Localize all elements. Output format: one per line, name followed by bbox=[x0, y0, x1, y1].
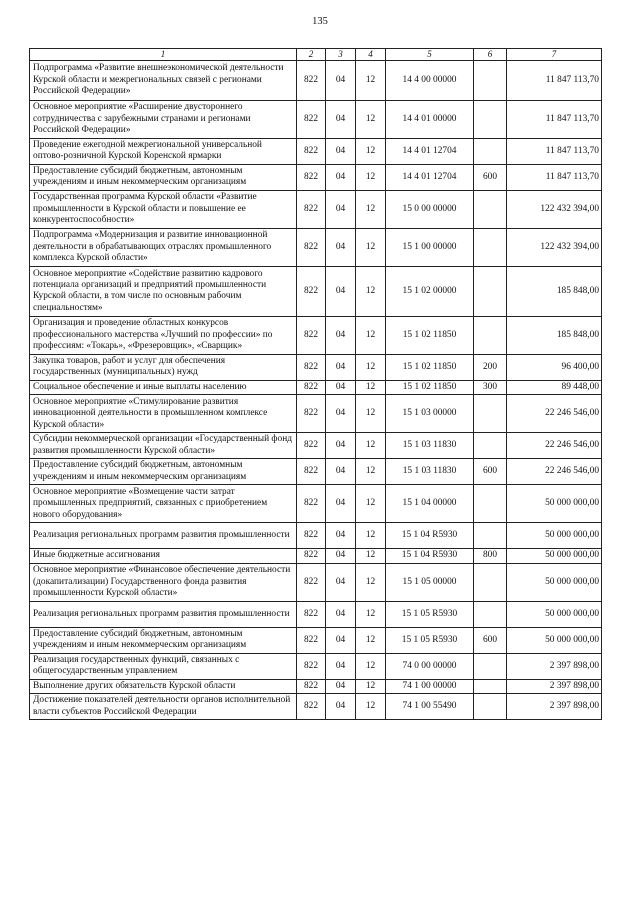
row-cell-c7: 11 847 113,70 bbox=[507, 100, 602, 138]
row-cell-c2: 822 bbox=[297, 679, 326, 693]
row-name-cell: Предоставление субсидий бюджетным, автономным учреждениям и иным некоммерческим организациям bbox=[30, 164, 297, 190]
row-cell-c5: 14 4 00 00000 bbox=[386, 60, 474, 100]
row-cell-c5: 15 1 02 11850 bbox=[386, 354, 474, 380]
row-cell-c7: 2 397 898,00 bbox=[507, 653, 602, 679]
row-cell-c4: 12 bbox=[356, 316, 386, 354]
row-cell-c6 bbox=[474, 433, 507, 459]
row-cell-c2: 822 bbox=[297, 354, 326, 380]
row-cell-c6: 600 bbox=[474, 164, 507, 190]
row-cell-c6 bbox=[474, 138, 507, 164]
row-cell-c5: 15 1 05 R5930 bbox=[386, 627, 474, 653]
row-name-cell: Реализация региональных программ развития промышленности bbox=[30, 601, 297, 627]
row-cell-c7: 96 400,00 bbox=[507, 354, 602, 380]
row-cell-c7: 2 397 898,00 bbox=[507, 679, 602, 693]
table-row bbox=[30, 100, 602, 138]
row-cell-c3: 04 bbox=[326, 549, 356, 563]
row-cell-c2: 822 bbox=[297, 523, 326, 549]
row-cell-c7: 11 847 113,70 bbox=[507, 138, 602, 164]
row-cell-c7: 11 847 113,70 bbox=[507, 164, 602, 190]
column-header-1: 1 bbox=[30, 49, 297, 61]
row-name-cell: Выполнение других обязательств Курской области bbox=[30, 679, 297, 693]
row-cell-c6 bbox=[474, 266, 507, 316]
row-name-cell: Закупка товаров, работ и услуг для обеспечения государственных (муниципальных) нужд bbox=[30, 354, 297, 380]
row-cell-c5: 74 1 00 00000 bbox=[386, 679, 474, 693]
row-cell-c7: 50 000 000,00 bbox=[507, 627, 602, 653]
row-cell-c2: 822 bbox=[297, 316, 326, 354]
row-cell-c3: 04 bbox=[326, 228, 356, 266]
row-cell-c7: 50 000 000,00 bbox=[507, 601, 602, 627]
row-cell-c4: 12 bbox=[356, 627, 386, 653]
row-name-cell: Реализация государственных функций, связанных с общегосударственным управлением bbox=[30, 653, 297, 679]
row-cell-c5: 15 1 04 R5930 bbox=[386, 523, 474, 549]
row-cell-c5: 15 1 02 00000 bbox=[386, 266, 474, 316]
row-cell-c4: 12 bbox=[356, 138, 386, 164]
row-name-cell: Иные бюджетные ассигнования bbox=[30, 549, 297, 563]
row-cell-c4: 12 bbox=[356, 523, 386, 549]
column-header-4: 4 bbox=[356, 49, 386, 61]
header-row bbox=[30, 49, 602, 61]
row-cell-c4: 12 bbox=[356, 459, 386, 485]
row-cell-c4: 12 bbox=[356, 549, 386, 563]
row-cell-c3: 04 bbox=[326, 60, 356, 100]
row-cell-c3: 04 bbox=[326, 627, 356, 653]
row-cell-c2: 822 bbox=[297, 164, 326, 190]
row-cell-c5: 15 1 03 00000 bbox=[386, 395, 474, 433]
row-cell-c6: 600 bbox=[474, 459, 507, 485]
table-row bbox=[30, 380, 602, 394]
row-name-cell: Достижение показателей деятельности органов исполнительной власти субъектов Российской Федерации bbox=[30, 694, 297, 720]
table-row bbox=[30, 563, 602, 601]
row-cell-c4: 12 bbox=[356, 164, 386, 190]
row-cell-c2: 822 bbox=[297, 459, 326, 485]
table-row bbox=[30, 354, 602, 380]
row-cell-c5: 15 1 03 11830 bbox=[386, 459, 474, 485]
row-cell-c3: 04 bbox=[326, 380, 356, 394]
table-row bbox=[30, 433, 602, 459]
row-cell-c4: 12 bbox=[356, 60, 386, 100]
row-cell-c2: 822 bbox=[297, 653, 326, 679]
table-row bbox=[30, 60, 602, 100]
row-cell-c7: 122 432 394,00 bbox=[507, 228, 602, 266]
budget-table bbox=[29, 48, 602, 720]
row-cell-c7: 50 000 000,00 bbox=[507, 563, 602, 601]
row-cell-c5: 14 4 01 12704 bbox=[386, 138, 474, 164]
table-row bbox=[30, 523, 602, 549]
row-cell-c7: 11 847 113,70 bbox=[507, 60, 602, 100]
row-cell-c4: 12 bbox=[356, 266, 386, 316]
table-row bbox=[30, 694, 602, 720]
row-cell-c3: 04 bbox=[326, 563, 356, 601]
row-cell-c3: 04 bbox=[326, 138, 356, 164]
row-name-cell: Предоставление субсидий бюджетным, автономным учреждениям и иным некоммерческим организациям bbox=[30, 459, 297, 485]
row-cell-c4: 12 bbox=[356, 485, 386, 523]
table-row bbox=[30, 549, 602, 563]
column-header-7: 7 bbox=[507, 49, 602, 61]
row-cell-c5: 15 1 02 11850 bbox=[386, 380, 474, 394]
row-cell-c6: 600 bbox=[474, 627, 507, 653]
row-cell-c7: 50 000 000,00 bbox=[507, 485, 602, 523]
row-cell-c2: 822 bbox=[297, 485, 326, 523]
column-header-5: 5 bbox=[386, 49, 474, 61]
row-cell-c2: 822 bbox=[297, 694, 326, 720]
row-cell-c3: 04 bbox=[326, 164, 356, 190]
row-cell-c6 bbox=[474, 100, 507, 138]
table-row bbox=[30, 316, 602, 354]
column-header-6: 6 bbox=[474, 49, 507, 61]
row-cell-c3: 04 bbox=[326, 433, 356, 459]
row-cell-c5: 74 1 00 55490 bbox=[386, 694, 474, 720]
row-cell-c3: 04 bbox=[326, 395, 356, 433]
row-cell-c2: 822 bbox=[297, 433, 326, 459]
row-cell-c4: 12 bbox=[356, 694, 386, 720]
row-cell-c7: 89 448,00 bbox=[507, 380, 602, 394]
row-name-cell: Основное мероприятие «Стимулирование развития инновационной деятельности в промышленном комплексе Курской области» bbox=[30, 395, 297, 433]
row-cell-c2: 822 bbox=[297, 601, 326, 627]
row-cell-c3: 04 bbox=[326, 601, 356, 627]
table-body bbox=[30, 60, 602, 719]
row-cell-c5: 15 1 04 00000 bbox=[386, 485, 474, 523]
row-cell-c4: 12 bbox=[356, 354, 386, 380]
row-cell-c5: 15 0 00 00000 bbox=[386, 190, 474, 228]
column-header-2: 2 bbox=[297, 49, 326, 61]
row-cell-c6: 300 bbox=[474, 380, 507, 394]
table-row bbox=[30, 266, 602, 316]
row-cell-c5: 15 1 05 00000 bbox=[386, 563, 474, 601]
row-cell-c2: 822 bbox=[297, 395, 326, 433]
row-cell-c7: 2 397 898,00 bbox=[507, 694, 602, 720]
row-cell-c4: 12 bbox=[356, 433, 386, 459]
row-name-cell: Организация и проведение областных конкурсов профессионального мастерства «Лучший по профессии» по профессиям: «Токарь», «Фрезеровщик», «Сварщик» bbox=[30, 316, 297, 354]
table-row bbox=[30, 164, 602, 190]
row-name-cell: Проведение ежегодной межрегиональной универсальной оптово-розничной Курской Коренской ярмарки bbox=[30, 138, 297, 164]
row-cell-c2: 822 bbox=[297, 380, 326, 394]
table-row bbox=[30, 395, 602, 433]
row-cell-c4: 12 bbox=[356, 601, 386, 627]
row-cell-c4: 12 bbox=[356, 380, 386, 394]
row-name-cell: Субсидии некоммерческой организации «Государственный фонд развития промышленности Курской области» bbox=[30, 433, 297, 459]
row-cell-c3: 04 bbox=[326, 354, 356, 380]
row-cell-c4: 12 bbox=[356, 679, 386, 693]
row-cell-c4: 12 bbox=[356, 395, 386, 433]
row-cell-c5: 74 0 00 00000 bbox=[386, 653, 474, 679]
table-row bbox=[30, 485, 602, 523]
table-row bbox=[30, 601, 602, 627]
row-cell-c7: 22 246 546,00 bbox=[507, 459, 602, 485]
row-cell-c2: 822 bbox=[297, 100, 326, 138]
row-cell-c5: 14 4 01 12704 bbox=[386, 164, 474, 190]
row-cell-c3: 04 bbox=[326, 523, 356, 549]
row-cell-c2: 822 bbox=[297, 190, 326, 228]
row-cell-c2: 822 bbox=[297, 549, 326, 563]
row-cell-c2: 822 bbox=[297, 266, 326, 316]
row-cell-c6 bbox=[474, 485, 507, 523]
row-cell-c5: 15 1 00 00000 bbox=[386, 228, 474, 266]
row-cell-c3: 04 bbox=[326, 694, 356, 720]
row-cell-c4: 12 bbox=[356, 563, 386, 601]
row-cell-c5: 15 1 03 11830 bbox=[386, 433, 474, 459]
row-cell-c3: 04 bbox=[326, 190, 356, 228]
row-cell-c2: 822 bbox=[297, 627, 326, 653]
row-name-cell: Предоставление субсидий бюджетным, автономным учреждениям и иным некоммерческим организациям bbox=[30, 627, 297, 653]
row-cell-c6 bbox=[474, 316, 507, 354]
row-cell-c6 bbox=[474, 190, 507, 228]
row-cell-c7: 185 848,00 bbox=[507, 266, 602, 316]
row-cell-c4: 12 bbox=[356, 228, 386, 266]
row-cell-c6: 200 bbox=[474, 354, 507, 380]
row-cell-c5: 15 1 02 11850 bbox=[386, 316, 474, 354]
row-name-cell: Основное мероприятие «Расширение двустороннего сотрудничества с зарубежными странами и регионами Российской Федерации» bbox=[30, 100, 297, 138]
row-name-cell: Государственная программа Курской области «Развитие промышленности в Курской области и повышение ее конкурентоспособности» bbox=[30, 190, 297, 228]
row-cell-c7: 50 000 000,00 bbox=[507, 549, 602, 563]
row-cell-c5: 15 1 04 R5930 bbox=[386, 549, 474, 563]
row-cell-c3: 04 bbox=[326, 485, 356, 523]
row-cell-c2: 822 bbox=[297, 563, 326, 601]
row-cell-c3: 04 bbox=[326, 316, 356, 354]
table-row bbox=[30, 459, 602, 485]
row-cell-c7: 22 246 546,00 bbox=[507, 395, 602, 433]
row-cell-c4: 12 bbox=[356, 100, 386, 138]
row-cell-c5: 14 4 01 00000 bbox=[386, 100, 474, 138]
row-cell-c3: 04 bbox=[326, 459, 356, 485]
table-row bbox=[30, 138, 602, 164]
table-row bbox=[30, 679, 602, 693]
row-cell-c4: 12 bbox=[356, 653, 386, 679]
row-cell-c7: 50 000 000,00 bbox=[507, 523, 602, 549]
row-cell-c7: 122 432 394,00 bbox=[507, 190, 602, 228]
row-cell-c6 bbox=[474, 563, 507, 601]
column-header-3: 3 bbox=[326, 49, 356, 61]
row-name-cell: Социальное обеспечение и иные выплаты населению bbox=[30, 380, 297, 394]
row-cell-c3: 04 bbox=[326, 653, 356, 679]
row-cell-c6 bbox=[474, 523, 507, 549]
row-cell-c6 bbox=[474, 60, 507, 100]
table-row bbox=[30, 653, 602, 679]
row-cell-c6 bbox=[474, 653, 507, 679]
table-row bbox=[30, 228, 602, 266]
row-name-cell: Основное мероприятие «Возмещение части затрат промышленных предприятий, связанных с приобретением нового оборудования» bbox=[30, 485, 297, 523]
row-cell-c6 bbox=[474, 679, 507, 693]
row-cell-c3: 04 bbox=[326, 266, 356, 316]
row-cell-c6 bbox=[474, 694, 507, 720]
row-cell-c2: 822 bbox=[297, 228, 326, 266]
row-name-cell: Реализация региональных программ развития промышленности bbox=[30, 523, 297, 549]
row-name-cell: Подпрограмма «Развитие внешнеэкономической деятельности Курской области и межрегиональных связей с регионами Российской Федерации» bbox=[30, 60, 297, 100]
row-cell-c5: 15 1 05 R5930 bbox=[386, 601, 474, 627]
row-cell-c4: 12 bbox=[356, 190, 386, 228]
row-cell-c2: 822 bbox=[297, 60, 326, 100]
row-cell-c7: 22 246 546,00 bbox=[507, 433, 602, 459]
row-cell-c6: 800 bbox=[474, 549, 507, 563]
row-cell-c2: 822 bbox=[297, 138, 326, 164]
row-name-cell: Основное мероприятие «Содействие развитию кадрового потенциала организаций и предприятий промышленности Курской области, в том числе по основным рабочим специальностям» bbox=[30, 266, 297, 316]
row-cell-c6 bbox=[474, 601, 507, 627]
row-cell-c3: 04 bbox=[326, 100, 356, 138]
row-cell-c3: 04 bbox=[326, 679, 356, 693]
row-cell-c6 bbox=[474, 395, 507, 433]
table-row bbox=[30, 627, 602, 653]
row-name-cell: Подпрограмма «Модернизация и развитие инновационной деятельности в обрабатывающих отраслях промышленного комплекса Курской области» bbox=[30, 228, 297, 266]
row-name-cell: Основное мероприятие «Финансовое обеспечение деятельности (докапитализации) Государственного фонда развития промышленности Курской области» bbox=[30, 563, 297, 601]
row-cell-c7: 185 848,00 bbox=[507, 316, 602, 354]
table-row bbox=[30, 190, 602, 228]
page-number: 135 bbox=[312, 16, 328, 27]
row-cell-c6 bbox=[474, 228, 507, 266]
